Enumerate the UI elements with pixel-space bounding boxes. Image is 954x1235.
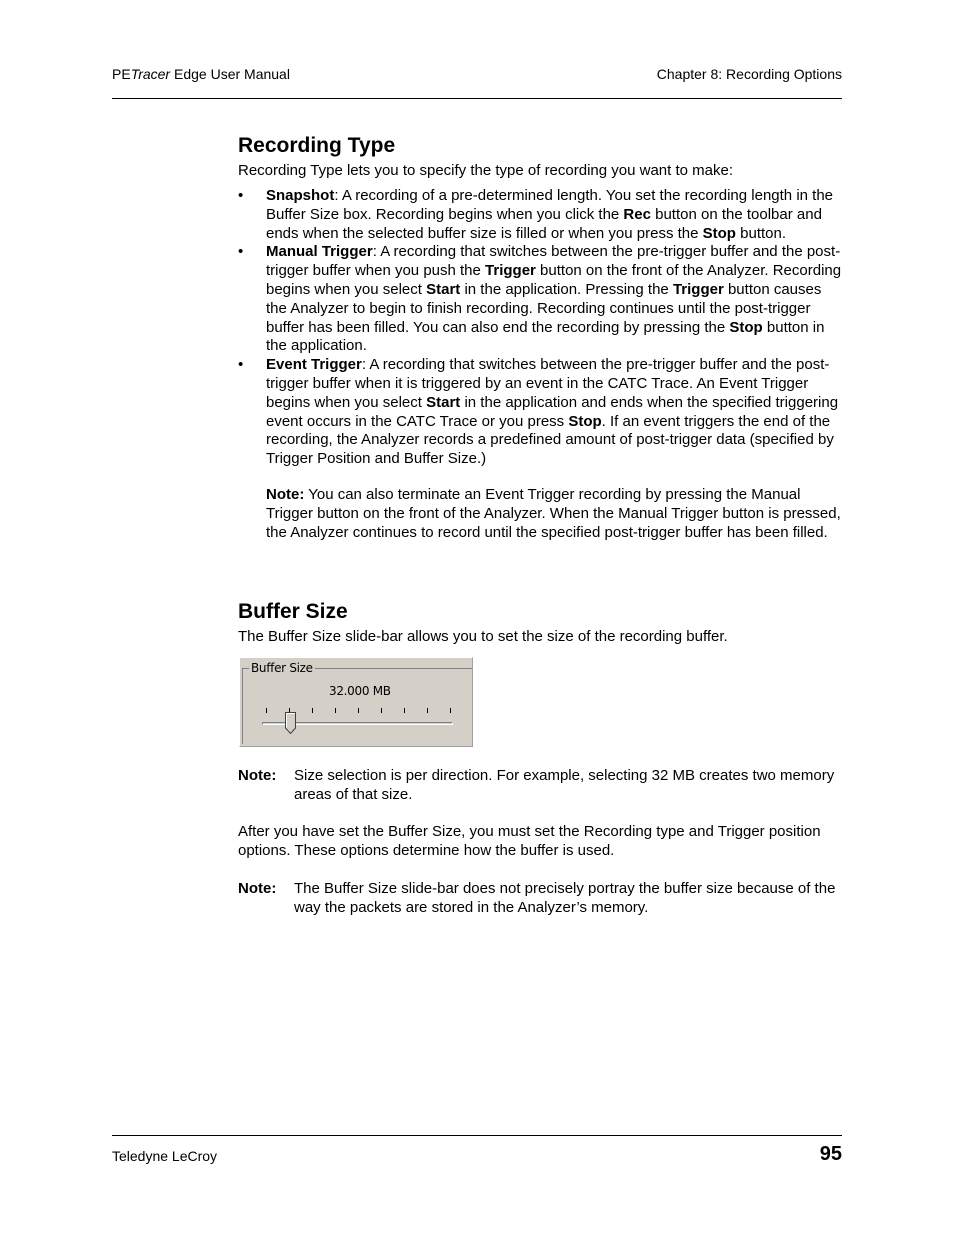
recording-type-intro: Recording Type lets you to specify the type of recording you want to make: (238, 162, 733, 179)
event-trigger-note: Note: You can also terminate an Event Trigger recording by pressing the Manual Trigger button on the front of the Analyzer. When the Manual Trigger button is pressed, the Analyzer continues to record until the specified post-trigger buffer has been filled. (266, 486, 841, 541)
slider-tick (381, 708, 382, 713)
manual-title: PETracer Edge User Manual (112, 66, 290, 82)
page-header (112, 66, 842, 82)
slider-tick (266, 708, 267, 713)
groupbox-label: Buffer Size (251, 661, 313, 675)
buffer-size-heading: Buffer Size (238, 600, 348, 623)
buffer-size-intro: The Buffer Size slide-bar allows you to set the size of the recording buffer. (238, 628, 728, 645)
slider-thumb[interactable] (285, 712, 296, 734)
note-label: Note: (238, 880, 277, 897)
note-text: The Buffer Size slide-bar does not precisely portray the buffer size because of the way the packets are stored in the Analyzer’s memory. (294, 880, 836, 916)
footer-company: Teledyne LeCroy (112, 1148, 218, 1164)
slider-tick (312, 708, 313, 713)
slider-tick (427, 708, 428, 713)
chapter-title: Chapter 8: Recording Options (656, 66, 842, 82)
footer-divider (112, 1135, 842, 1136)
list-item-event-trigger: • Event Trigger: A recording that switches between the pre-trigger buffer and the post-trigger buffer when it is triggered by an event in the CATC Trace. An Event Trigger begins when you select Start in the application and ends when the specified triggering event occurs in the CATC Trace or you press Stop. If an event triggers the end of the recording, the Analyzer records a predefined amount of post-trigger data (specified by Trigger Position and Buffer Size.) (238, 356, 839, 468)
bullet-icon: • (238, 356, 244, 374)
slider-tick (358, 708, 359, 713)
note-label: Note: (238, 767, 277, 784)
buffer-size-value: 32.000 MB (329, 684, 391, 698)
buffer-size-groupbox (239, 657, 473, 747)
note-text: Size selection is per direction. For example, selecting 32 MB creates two memory areas of that size. (294, 767, 835, 803)
buffer-note-precision (238, 879, 842, 917)
slider-tick (335, 708, 336, 713)
list-item-snapshot: • Snapshot: A recording of a pre-determined length. You set the recording length in the Buffer Size box. Recording begins when you click the Rec button on the toolbar and ends when the selected buffer size is filled or when you press the Stop button. (238, 187, 834, 242)
buffer-size-paragraph: After you have set the Buffer Size, you must set the Recording type and Trigger position options. These options determine how the buffer is used. (238, 823, 821, 859)
groupbox-border (242, 668, 472, 744)
page-number: 95 (819, 1143, 842, 1165)
list-item-manual-trigger: • Manual Trigger: A recording that switches between the pre-trigger buffer and the post-trigger buffer when you push the Trigger button on the front of the Analyzer. Recording begins when you select Start in the application. Pressing the Trigger button causes the Analyzer to begin to finish recording. Recording continues until the post-trigger buffer has been filled. You can also end the recording by pressing the Stop button in the application. (238, 243, 842, 355)
slider-tick (404, 708, 405, 713)
bullet-icon: • (238, 187, 244, 204)
slider-tick (450, 708, 451, 713)
header-divider (112, 98, 842, 99)
recording-type-list (238, 187, 842, 469)
bullet-icon: • (238, 243, 244, 261)
buffer-note-direction (238, 766, 842, 804)
recording-type-heading: Recording Type (238, 134, 396, 157)
